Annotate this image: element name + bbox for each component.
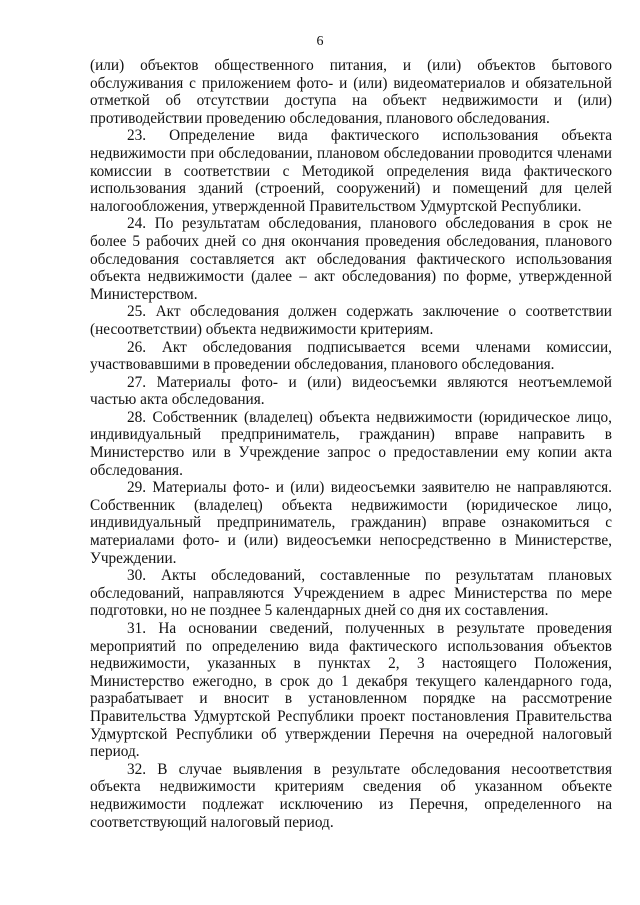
page-number: 6 — [316, 34, 324, 49]
paragraph-28: 28. Собственник (владелец) объекта недвижимости (юридическое лицо, индивидуальный предприниматель, гражданин) вправе направить в Министерство или в Учреждение запрос о предоставлении ему копии акта обследования. — [90, 408, 612, 479]
paragraph-23: 23. Определение вида фактического использования объекта недвижимости при обследовании, плановом обследовании проводится членами комиссии в соответствии с Методикой определения вида фактического использования зданий (строений, сооружений) и помещений для целей налогообложения, утвержденной Правительством Удмуртской Республики. — [90, 127, 612, 215]
paragraph-29: 29. Материалы фото- и (или) видеосъемки заявителю не направляются. Собственник (владелец) объекта недвижимости (юридическое лицо, индивидуальный предприниматель, гражданин) вправе ознакомиться с материалами фото- и (или) видеосъемки непосредственно в Министерстве, Учреждении. — [90, 479, 612, 567]
paragraph-31: 31. На основании сведений, полученных в результате проведения мероприятий по определению вида фактического использования объектов недвижимости, указанных в пунктах 2, 3 настоящего Положения, Министерство ежегодно, в срок до 1 декабря текущего календарного года, разрабатывает и вносит в установленном порядке на рассмотрение Правительства Удмуртской Республики проект постановления Правительства Удмуртской Республики об утверждении Перечня на очередной налоговый период. — [90, 620, 612, 761]
paragraph-30: 30. Акты обследований, составленные по результатам плановых обследований, направляются Учреждением в адрес Министерства по мере подготовки, но не позднее 5 календарных дней со дня их составления. — [90, 567, 612, 620]
paragraph-25: 25. Акт обследования должен содержать заключение о соответствии (несоответствии) объекта недвижимости критериям. — [90, 303, 612, 338]
document-body — [90, 57, 612, 831]
paragraph-26: 26. Акт обследования подписывается всеми членами комиссии, участвовавшими в проведении обследования, планового обследования. — [90, 338, 612, 374]
paragraph-continuation: (или) объектов общественного питания, и (или) объектов бытового обслуживания с приложением фото- и (или) видеоматериалов и обязательной отметкой об отсутствии доступа на объект недвижимости и (или) противодействии проведению обследования, планового обследования. — [90, 57, 612, 127]
paragraph-24: 24. По результатам обследования, планового обследования в срок не более 5 рабочих дней со дня окончания проведения обследования, планового обследования составляется акт обследования фактического использования объекта недвижимости (далее – акт обследования) по форме, утвержденной Министерством. — [90, 215, 612, 303]
paragraph-27: 27. Материалы фото- и (или) видеосъемки являются неотъемлемой частью акта обследования. — [90, 373, 612, 409]
paragraph-32: 32. В случае выявления в результате обследования несоответствия объекта недвижимости критериям сведения об указанном объекте недвижимости подлежат исключению из Перечня, определенного на соответствующий налоговый период. — [90, 760, 612, 831]
